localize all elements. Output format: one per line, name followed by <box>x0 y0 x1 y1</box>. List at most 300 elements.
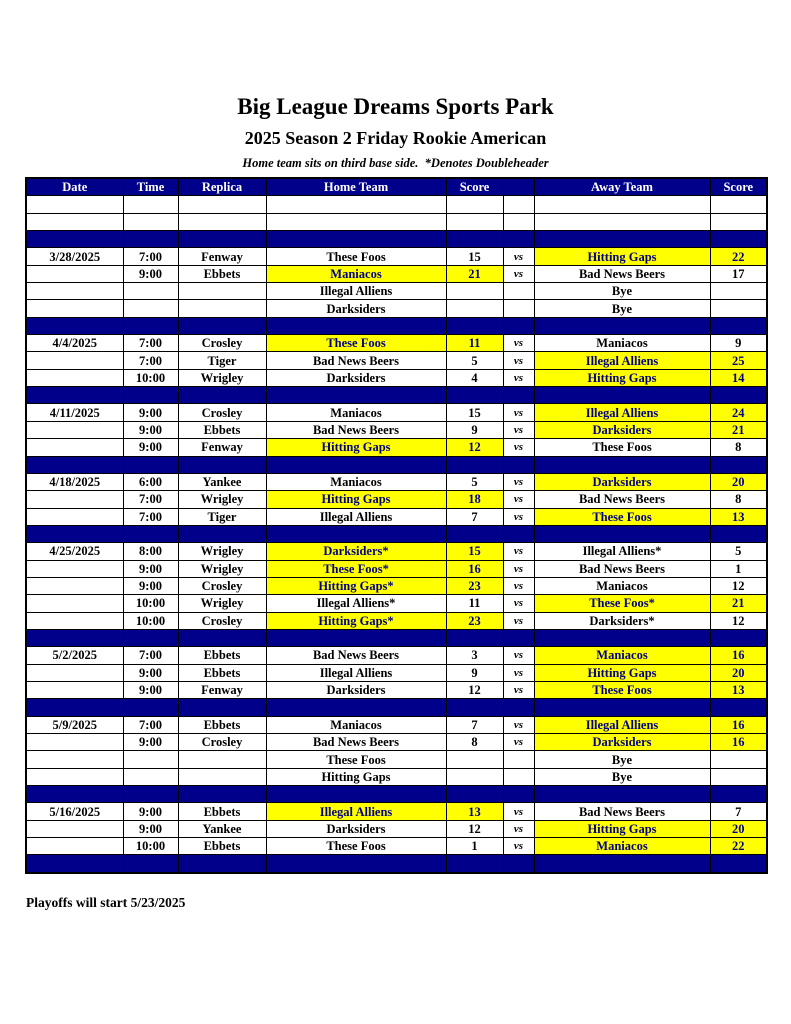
home-score-cell: 15 <box>446 543 503 560</box>
vs-cell: vs <box>503 508 534 525</box>
home-team-cell: Darksiders <box>266 369 446 386</box>
away-team-cell <box>534 213 710 230</box>
home-score-cell: 4 <box>446 369 503 386</box>
date-cell <box>26 595 123 612</box>
header-vs <box>503 178 534 196</box>
replica-cell: Crosley <box>178 734 266 751</box>
replica-cell <box>178 196 266 213</box>
away-score-cell: 5 <box>710 543 767 560</box>
away-team-cell: These Foos* <box>534 595 710 612</box>
home-score-cell <box>446 196 503 213</box>
vs-cell: vs <box>503 473 534 490</box>
away-team-cell: Maniacos <box>534 335 710 352</box>
time-cell: 7:00 <box>123 335 178 352</box>
replica-cell: Yankee <box>178 820 266 837</box>
home-score-cell: 8 <box>446 734 503 751</box>
away-team-cell: Darksiders* <box>534 612 710 629</box>
away-team-cell: Bye <box>534 768 710 785</box>
away-team-cell: Darksiders <box>534 473 710 490</box>
date-cell <box>26 734 123 751</box>
time-cell: 7:00 <box>123 508 178 525</box>
home-score-cell <box>446 855 503 873</box>
vs-cell: vs <box>503 820 534 837</box>
date-cell <box>26 577 123 594</box>
away-score-cell: 1 <box>710 560 767 577</box>
header-time: Time <box>123 178 178 196</box>
game-row <box>26 439 767 456</box>
vs-cell: vs <box>503 560 534 577</box>
time-cell <box>123 525 178 542</box>
game-row <box>26 352 767 369</box>
replica-cell: Crosley <box>178 577 266 594</box>
time-cell: 7:00 <box>123 647 178 664</box>
vs-cell: vs <box>503 352 534 369</box>
time-cell: 6:00 <box>123 473 178 490</box>
home-team-cell: Bad News Beers <box>266 352 446 369</box>
game-row <box>26 595 767 612</box>
date-cell <box>26 196 123 213</box>
away-score-cell: 12 <box>710 577 767 594</box>
home-score-cell: 15 <box>446 248 503 265</box>
date-cell <box>26 838 123 855</box>
away-team-cell: Maniacos <box>534 838 710 855</box>
home-score-cell: 13 <box>446 803 503 820</box>
date-cell: 5/9/2025 <box>26 716 123 733</box>
date-cell <box>26 317 123 334</box>
replica-cell <box>178 699 266 716</box>
time-cell <box>123 387 178 404</box>
away-score-cell: 22 <box>710 248 767 265</box>
home-score-cell: 21 <box>446 265 503 282</box>
date-cell <box>26 508 123 525</box>
replica-cell: Wrigley <box>178 543 266 560</box>
away-score-cell <box>710 300 767 317</box>
home-team-cell: Darksiders <box>266 300 446 317</box>
away-team-cell <box>534 196 710 213</box>
time-cell: 9:00 <box>123 577 178 594</box>
time-cell <box>123 213 178 230</box>
home-score-cell <box>446 786 503 803</box>
away-score-cell: 17 <box>710 265 767 282</box>
replica-cell: Wrigley <box>178 595 266 612</box>
replica-cell: Yankee <box>178 473 266 490</box>
home-score-cell: 11 <box>446 335 503 352</box>
home-score-cell: 12 <box>446 681 503 698</box>
vs-cell <box>503 699 534 716</box>
away-score-cell: 20 <box>710 473 767 490</box>
time-cell <box>123 317 178 334</box>
home-team-cell <box>266 699 446 716</box>
home-score-cell: 1 <box>446 838 503 855</box>
date-cell <box>26 387 123 404</box>
away-score-cell: 24 <box>710 404 767 421</box>
table-body <box>26 196 767 873</box>
time-cell: 7:00 <box>123 491 178 508</box>
game-row <box>26 647 767 664</box>
replica-cell <box>178 768 266 785</box>
home-score-cell <box>446 283 503 300</box>
away-team-cell <box>534 456 710 473</box>
game-row <box>26 734 767 751</box>
replica-cell: Ebbets <box>178 647 266 664</box>
time-cell: 9:00 <box>123 404 178 421</box>
date-cell <box>26 439 123 456</box>
away-score-cell <box>710 786 767 803</box>
replica-cell <box>178 300 266 317</box>
vs-cell: vs <box>503 838 534 855</box>
away-score-cell: 16 <box>710 647 767 664</box>
home-score-cell: 15 <box>446 404 503 421</box>
vs-cell <box>503 300 534 317</box>
header-away-score: Score <box>710 178 767 196</box>
home-score-cell <box>446 213 503 230</box>
home-score-cell: 11 <box>446 595 503 612</box>
time-cell: 9:00 <box>123 265 178 282</box>
away-score-cell <box>710 317 767 334</box>
game-row <box>26 473 767 490</box>
playoffs-note: Playoffs will start 5/23/2025 <box>26 895 186 910</box>
away-team-cell: Illegal Alliens <box>534 404 710 421</box>
replica-cell: Tiger <box>178 508 266 525</box>
date-cell <box>26 560 123 577</box>
replica-cell: Crosley <box>178 612 266 629</box>
date-cell: 5/2/2025 <box>26 647 123 664</box>
date-cell: 4/11/2025 <box>26 404 123 421</box>
replica-cell <box>178 525 266 542</box>
replica-cell: Ebbets <box>178 421 266 438</box>
game-row <box>26 265 767 282</box>
away-score-cell: 16 <box>710 734 767 751</box>
replica-cell: Wrigley <box>178 369 266 386</box>
away-score-cell: 20 <box>710 820 767 837</box>
away-team-cell: Bad News Beers <box>534 491 710 508</box>
away-team-cell: Darksiders <box>534 421 710 438</box>
vs-cell: vs <box>503 595 534 612</box>
home-score-cell: 5 <box>446 473 503 490</box>
separator-row <box>26 317 767 334</box>
away-score-cell <box>710 525 767 542</box>
replica-cell <box>178 213 266 230</box>
header-date: Date <box>26 178 123 196</box>
away-team-cell <box>534 317 710 334</box>
away-team-cell: Bye <box>534 300 710 317</box>
replica-cell: Ebbets <box>178 265 266 282</box>
separator-row <box>26 387 767 404</box>
away-score-cell <box>710 855 767 873</box>
home-score-cell <box>446 300 503 317</box>
home-team-cell: Bad News Beers <box>266 421 446 438</box>
vs-cell <box>503 751 534 768</box>
date-cell: 4/18/2025 <box>26 473 123 490</box>
date-cell: 5/16/2025 <box>26 803 123 820</box>
away-team-cell: These Foos <box>534 439 710 456</box>
separator-row <box>26 855 767 873</box>
replica-cell: Ebbets <box>178 664 266 681</box>
away-team-cell <box>534 525 710 542</box>
replica-cell: Crosley <box>178 404 266 421</box>
game-row <box>26 335 767 352</box>
bye-row <box>26 751 767 768</box>
date-cell <box>26 681 123 698</box>
away-team-cell: These Foos <box>534 681 710 698</box>
away-score-cell: 20 <box>710 664 767 681</box>
date-cell <box>26 786 123 803</box>
date-cell <box>26 525 123 542</box>
away-team-cell: Bye <box>534 283 710 300</box>
home-score-cell: 5 <box>446 352 503 369</box>
date-cell <box>26 664 123 681</box>
home-team-cell: Darksiders <box>266 820 446 837</box>
page-title: Big League Dreams Sports Park <box>237 94 554 119</box>
away-score-cell: 9 <box>710 335 767 352</box>
time-cell: 7:00 <box>123 716 178 733</box>
replica-cell: Wrigley <box>178 491 266 508</box>
replica-cell: Tiger <box>178 352 266 369</box>
away-team-cell: Bad News Beers <box>534 265 710 282</box>
vs-cell <box>503 768 534 785</box>
date-cell <box>26 265 123 282</box>
away-team-cell: Maniacos <box>534 647 710 664</box>
home-team-cell: Bad News Beers <box>266 734 446 751</box>
time-cell <box>123 751 178 768</box>
home-team-cell: Hitting Gaps* <box>266 612 446 629</box>
home-team-cell: Maniacos <box>266 265 446 282</box>
time-cell <box>123 855 178 873</box>
home-team-cell: Illegal Alliens <box>266 664 446 681</box>
vs-cell <box>503 213 534 230</box>
separator-row <box>26 786 767 803</box>
game-row <box>26 560 767 577</box>
empty-row <box>26 196 767 213</box>
separator-row <box>26 525 767 542</box>
time-cell: 10:00 <box>123 838 178 855</box>
replica-cell <box>178 283 266 300</box>
home-team-cell <box>266 196 446 213</box>
vs-cell <box>503 629 534 646</box>
vs-cell: vs <box>503 404 534 421</box>
home-team-cell: These Foos <box>266 751 446 768</box>
date-cell <box>26 352 123 369</box>
home-score-cell <box>446 456 503 473</box>
vs-cell: vs <box>503 491 534 508</box>
date-cell <box>26 751 123 768</box>
game-row <box>26 803 767 820</box>
home-team-cell <box>266 456 446 473</box>
home-score-cell <box>446 525 503 542</box>
home-score-cell <box>446 768 503 785</box>
date-cell: 4/4/2025 <box>26 335 123 352</box>
replica-cell <box>178 629 266 646</box>
away-score-cell <box>710 213 767 230</box>
bye-row <box>26 768 767 785</box>
away-team-cell: Bad News Beers <box>534 560 710 577</box>
away-team-cell: Hitting Gaps <box>534 664 710 681</box>
vs-cell <box>503 786 534 803</box>
page-subtitle: 2025 Season 2 Friday Rookie American <box>244 128 547 148</box>
schedule-table <box>25 177 768 874</box>
vs-cell: vs <box>503 248 534 265</box>
away-score-cell <box>710 231 767 248</box>
away-score-cell: 14 <box>710 369 767 386</box>
away-score-cell <box>710 387 767 404</box>
home-team-cell <box>266 629 446 646</box>
vs-cell <box>503 283 534 300</box>
separator-row <box>26 699 767 716</box>
empty-row <box>26 213 767 230</box>
vs-cell <box>503 456 534 473</box>
home-team-cell: These Foos <box>266 335 446 352</box>
time-cell: 9:00 <box>123 734 178 751</box>
away-score-cell: 13 <box>710 681 767 698</box>
home-team-cell: Bad News Beers <box>266 647 446 664</box>
replica-cell: Fenway <box>178 681 266 698</box>
time-cell <box>123 456 178 473</box>
away-team-cell: Darksiders <box>534 734 710 751</box>
home-team-cell: Maniacos <box>266 473 446 490</box>
game-row <box>26 612 767 629</box>
away-team-cell: Maniacos <box>534 577 710 594</box>
date-cell <box>26 699 123 716</box>
time-cell: 9:00 <box>123 681 178 698</box>
date-cell <box>26 855 123 873</box>
vs-cell: vs <box>503 265 534 282</box>
page-note: Home team sits on third base side. *Denotes Doubleheader <box>242 156 549 170</box>
away-team-cell <box>534 855 710 873</box>
home-team-cell <box>266 855 446 873</box>
home-team-cell: Maniacos <box>266 404 446 421</box>
vs-cell: vs <box>503 681 534 698</box>
replica-cell: Ebbets <box>178 716 266 733</box>
home-score-cell: 23 <box>446 577 503 594</box>
home-team-cell <box>266 387 446 404</box>
home-score-cell: 7 <box>446 508 503 525</box>
replica-cell: Ebbets <box>178 803 266 820</box>
vs-cell: vs <box>503 803 534 820</box>
away-team-cell <box>534 387 710 404</box>
time-cell: 9:00 <box>123 421 178 438</box>
home-score-cell <box>446 699 503 716</box>
vs-cell <box>503 196 534 213</box>
home-team-cell: Illegal Alliens <box>266 283 446 300</box>
replica-cell <box>178 387 266 404</box>
date-cell <box>26 491 123 508</box>
header-home-score: Score <box>446 178 503 196</box>
game-row <box>26 716 767 733</box>
away-score-cell: 22 <box>710 838 767 855</box>
away-team-cell: Bad News Beers <box>534 803 710 820</box>
game-row <box>26 820 767 837</box>
home-score-cell: 23 <box>446 612 503 629</box>
home-team-cell <box>266 231 446 248</box>
vs-cell: vs <box>503 543 534 560</box>
replica-cell: Fenway <box>178 248 266 265</box>
date-cell <box>26 421 123 438</box>
home-team-cell: Darksiders* <box>266 543 446 560</box>
vs-cell: vs <box>503 647 534 664</box>
away-score-cell: 21 <box>710 595 767 612</box>
time-cell: 9:00 <box>123 820 178 837</box>
date-cell <box>26 629 123 646</box>
away-score-cell: 16 <box>710 716 767 733</box>
time-cell <box>123 300 178 317</box>
away-score-cell <box>710 699 767 716</box>
game-row <box>26 404 767 421</box>
game-row <box>26 421 767 438</box>
time-cell <box>123 699 178 716</box>
date-cell <box>26 612 123 629</box>
replica-cell <box>178 786 266 803</box>
date-cell <box>26 213 123 230</box>
home-score-cell: 3 <box>446 647 503 664</box>
time-cell: 9:00 <box>123 560 178 577</box>
replica-cell: Crosley <box>178 335 266 352</box>
home-team-cell: These Foos <box>266 248 446 265</box>
home-score-cell <box>446 751 503 768</box>
home-team-cell: Hitting Gaps <box>266 768 446 785</box>
vs-cell: vs <box>503 421 534 438</box>
vs-cell: vs <box>503 734 534 751</box>
game-row <box>26 838 767 855</box>
home-score-cell: 18 <box>446 491 503 508</box>
away-score-cell: 7 <box>710 803 767 820</box>
home-team-cell: Illegal Alliens <box>266 803 446 820</box>
away-score-cell: 21 <box>710 421 767 438</box>
vs-cell: vs <box>503 612 534 629</box>
separator-row <box>26 629 767 646</box>
vs-cell: vs <box>503 577 534 594</box>
away-team-cell <box>534 629 710 646</box>
time-cell: 9:00 <box>123 439 178 456</box>
bye-row <box>26 300 767 317</box>
away-score-cell <box>710 456 767 473</box>
vs-cell <box>503 231 534 248</box>
time-cell: 10:00 <box>123 595 178 612</box>
vs-cell: vs <box>503 716 534 733</box>
date-cell <box>26 369 123 386</box>
away-score-cell <box>710 283 767 300</box>
header-home-team: Home Team <box>266 178 446 196</box>
time-cell: 9:00 <box>123 803 178 820</box>
home-score-cell <box>446 387 503 404</box>
home-score-cell <box>446 231 503 248</box>
table-header-row <box>26 178 767 196</box>
time-cell: 10:00 <box>123 369 178 386</box>
date-cell: 3/28/2025 <box>26 248 123 265</box>
game-row <box>26 491 767 508</box>
time-cell: 7:00 <box>123 352 178 369</box>
home-team-cell: Illegal Alliens* <box>266 595 446 612</box>
date-cell: 4/25/2025 <box>26 543 123 560</box>
date-cell <box>26 300 123 317</box>
home-score-cell: 7 <box>446 716 503 733</box>
home-team-cell: Hitting Gaps <box>266 439 446 456</box>
home-team-cell: Hitting Gaps* <box>266 577 446 594</box>
date-cell <box>26 231 123 248</box>
away-score-cell: 13 <box>710 508 767 525</box>
away-team-cell: Bye <box>534 751 710 768</box>
replica-cell <box>178 751 266 768</box>
replica-cell: Ebbets <box>178 838 266 855</box>
replica-cell: Wrigley <box>178 560 266 577</box>
home-team-cell <box>266 213 446 230</box>
away-score-cell <box>710 629 767 646</box>
home-team-cell <box>266 786 446 803</box>
away-score-cell <box>710 196 767 213</box>
home-team-cell: Darksiders <box>266 681 446 698</box>
replica-cell <box>178 231 266 248</box>
home-team-cell <box>266 317 446 334</box>
game-row <box>26 664 767 681</box>
